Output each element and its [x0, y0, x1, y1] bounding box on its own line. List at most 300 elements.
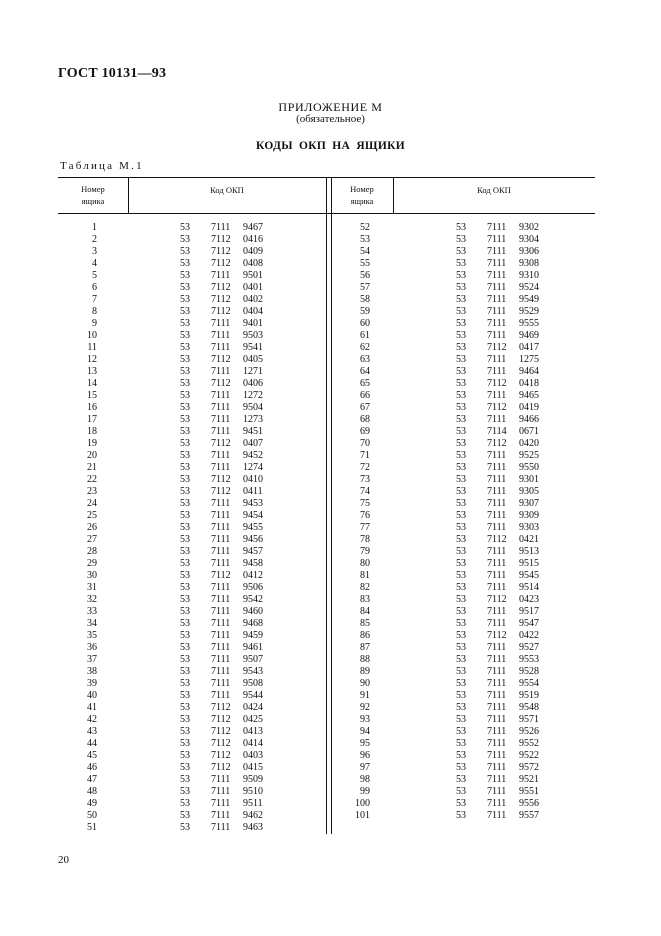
okp-code-part3: 9451: [243, 426, 263, 437]
box-number: 2: [92, 234, 97, 245]
okp-code-part2: 7111: [211, 618, 231, 629]
table-row: [331, 510, 595, 522]
table-row: [331, 582, 595, 594]
okp-code-part1: 53: [456, 738, 466, 749]
okp-code-part3: 9302: [519, 222, 539, 233]
box-number: 10: [87, 330, 97, 341]
okp-code-part1: 53: [180, 366, 190, 377]
okp-code-part3: 9543: [243, 666, 263, 677]
box-number: 43: [87, 726, 97, 737]
okp-code-part3: 0402: [243, 294, 263, 305]
okp-code-part1: 53: [456, 618, 466, 629]
okp-code-part2: 7111: [487, 642, 507, 653]
table-row: [331, 450, 595, 462]
okp-code-part3: 9548: [519, 702, 539, 713]
table-row: [331, 558, 595, 570]
box-number: 66: [360, 390, 370, 401]
box-number: 84: [360, 606, 370, 617]
okp-code-part1: 53: [456, 642, 466, 653]
okp-code-part1: 53: [180, 570, 190, 581]
okp-code-part1: 53: [180, 762, 190, 773]
table-row: [58, 762, 326, 774]
box-number: 7: [92, 294, 97, 305]
box-number: 75: [360, 498, 370, 509]
okp-code-part3: 0410: [243, 474, 263, 485]
table-row: [331, 738, 595, 750]
okp-code-part1: 53: [180, 354, 190, 365]
box-number: 55: [360, 258, 370, 269]
okp-code-part2: 7111: [487, 258, 507, 269]
table-row: [58, 630, 326, 642]
box-number: 53: [360, 234, 370, 245]
appendix-note: (обязательное): [296, 113, 365, 125]
box-number: 15: [87, 390, 97, 401]
okp-code-part3: 9401: [243, 318, 263, 329]
box-number: 100: [355, 798, 370, 809]
okp-code-part2: 7111: [487, 306, 507, 317]
okp-code-part2: 7112: [487, 438, 507, 449]
table-row: [331, 678, 595, 690]
okp-code-part3: 9459: [243, 630, 263, 641]
okp-code-part3: 9461: [243, 642, 263, 653]
okp-code-part1: 53: [456, 450, 466, 461]
box-number: 58: [360, 294, 370, 305]
table-row: [331, 474, 595, 486]
okp-code-part1: 53: [456, 498, 466, 509]
okp-code-part1: 53: [180, 462, 190, 473]
okp-code-part2: 7111: [487, 618, 507, 629]
okp-code-part3: 9304: [519, 234, 539, 245]
okp-code-part1: 53: [180, 642, 190, 653]
table-row: [58, 222, 326, 234]
okp-code-part2: 7111: [211, 690, 231, 701]
okp-code-part3: 0422: [519, 630, 539, 641]
header-number-right: Номер ящика: [350, 184, 374, 206]
box-number: 18: [87, 426, 97, 437]
table-heading: КОДЫ ОКП НА ЯЩИКИ: [256, 140, 405, 152]
box-number: 21: [87, 462, 97, 473]
okp-code-part3: 9466: [519, 414, 539, 425]
okp-code-part2: 7112: [211, 738, 231, 749]
okp-code-part3: 9465: [519, 390, 539, 401]
box-number: 64: [360, 366, 370, 377]
table-row: [331, 366, 595, 378]
box-number: 50: [87, 810, 97, 821]
okp-code-part1: 53: [180, 402, 190, 413]
table-row: [58, 498, 326, 510]
table-row: [331, 726, 595, 738]
table-row: [331, 270, 595, 282]
okp-code-part3: 9305: [519, 486, 539, 497]
okp-code-part1: 53: [180, 450, 190, 461]
okp-code-part3: 9501: [243, 270, 263, 281]
box-number: 33: [87, 606, 97, 617]
okp-code-part2: 7111: [211, 558, 231, 569]
okp-code-part1: 53: [180, 690, 190, 701]
box-number: 27: [87, 534, 97, 545]
okp-code-part1: 53: [180, 702, 190, 713]
okp-code-part1: 53: [180, 474, 190, 485]
table-row: [58, 582, 326, 594]
appendix-title: ПРИЛОЖЕНИЕ М: [278, 100, 383, 114]
table-row: [58, 390, 326, 402]
okp-code-part1: 53: [180, 678, 190, 689]
okp-code-part1: 53: [456, 438, 466, 449]
okp-code-part2: 7111: [211, 318, 231, 329]
box-number: 24: [87, 498, 97, 509]
okp-code-part2: 7111: [211, 462, 231, 473]
okp-code-part2: 7111: [487, 390, 507, 401]
okp-code-part1: 53: [180, 666, 190, 677]
box-number: 17: [87, 414, 97, 425]
okp-code-part1: 53: [180, 378, 190, 389]
table-row: [331, 438, 595, 450]
okp-code-part2: 7111: [211, 270, 231, 281]
okp-code-part1: 53: [180, 618, 190, 629]
table-row: [331, 282, 595, 294]
okp-code-part3: 9310: [519, 270, 539, 281]
okp-code-part2: 7112: [211, 354, 231, 365]
table-row: [331, 342, 595, 354]
table-row: [331, 570, 595, 582]
table-row: [58, 318, 326, 330]
okp-code-part2: 7112: [211, 726, 231, 737]
table-row: [58, 738, 326, 750]
okp-code-part2: 7112: [211, 762, 231, 773]
table-row: [58, 306, 326, 318]
okp-code-part2: 7111: [211, 774, 231, 785]
table-row: [58, 282, 326, 294]
table-row: [331, 810, 595, 822]
table-row: [331, 402, 595, 414]
okp-code-part3: 9511: [243, 798, 263, 809]
okp-code-part1: 53: [180, 498, 190, 509]
box-number: 26: [87, 522, 97, 533]
table-row: [331, 258, 595, 270]
box-number: 47: [87, 774, 97, 785]
table-row: [58, 258, 326, 270]
okp-code-part1: 53: [456, 366, 466, 377]
okp-code-part1: 53: [180, 714, 190, 725]
box-number: 45: [87, 750, 97, 761]
okp-code-part3: 9458: [243, 558, 263, 569]
table-row: [58, 354, 326, 366]
okp-code-part2: 7111: [487, 690, 507, 701]
okp-code-part3: 9550: [519, 462, 539, 473]
okp-code-part1: 53: [456, 426, 466, 437]
okp-code-part2: 7111: [487, 234, 507, 245]
table-row: [58, 546, 326, 558]
okp-code-part1: 53: [456, 234, 466, 245]
okp-code-part1: 53: [180, 270, 190, 281]
table-row: [331, 414, 595, 426]
okp-code-part3: 9460: [243, 606, 263, 617]
okp-code-part3: 0403: [243, 750, 263, 761]
box-number: 41: [87, 702, 97, 713]
table-row: [58, 510, 326, 522]
table-row: [331, 534, 595, 546]
okp-code-part2: 7111: [211, 594, 231, 605]
okp-code-part1: 53: [456, 318, 466, 329]
okp-code-part1: 53: [180, 222, 190, 233]
okp-code-part1: 53: [180, 306, 190, 317]
okp-code-part1: 53: [180, 414, 190, 425]
box-number: 23: [87, 486, 97, 497]
okp-code-part2: 7111: [487, 270, 507, 281]
table-row: [58, 798, 326, 810]
okp-code-part1: 53: [456, 798, 466, 809]
box-number: 82: [360, 582, 370, 593]
okp-code-part3: 9525: [519, 450, 539, 461]
okp-code-part3: 0413: [243, 726, 263, 737]
okp-code-part2: 7111: [487, 246, 507, 257]
okp-code-part1: 53: [456, 786, 466, 797]
okp-code-part1: 53: [180, 330, 190, 341]
okp-code-part3: 9504: [243, 402, 263, 413]
okp-code-part2: 7111: [487, 762, 507, 773]
table-divider-left: [326, 177, 327, 834]
table-row: [58, 774, 326, 786]
okp-code-part2: 7111: [211, 450, 231, 461]
okp-code-part2: 7111: [487, 354, 507, 365]
okp-code-part1: 53: [456, 414, 466, 425]
table-row: [58, 750, 326, 762]
okp-code-part1: 53: [180, 390, 190, 401]
okp-code-part1: 53: [180, 234, 190, 245]
table-row: [58, 486, 326, 498]
box-number: 101: [355, 810, 370, 821]
okp-code-part1: 53: [456, 534, 466, 545]
okp-code-part2: 7111: [487, 654, 507, 665]
okp-code-part1: 53: [456, 522, 466, 533]
okp-code-part2: 7111: [211, 414, 231, 425]
box-number: 59: [360, 306, 370, 317]
table-row: [58, 594, 326, 606]
okp-code-part3: 9463: [243, 822, 263, 833]
table-row: [331, 234, 595, 246]
box-number: 96: [360, 750, 370, 761]
okp-code-part1: 53: [456, 762, 466, 773]
okp-code-part1: 53: [180, 318, 190, 329]
box-number: 68: [360, 414, 370, 425]
okp-code-part1: 53: [180, 594, 190, 605]
box-number: 48: [87, 786, 97, 797]
okp-code-part2: 7112: [211, 438, 231, 449]
okp-code-part2: 7112: [487, 378, 507, 389]
okp-code-part2: 7111: [487, 798, 507, 809]
box-number: 35: [87, 630, 97, 641]
okp-code-part3: 9515: [519, 558, 539, 569]
table-row: [58, 342, 326, 354]
okp-code-part3: 9545: [519, 570, 539, 581]
box-number: 56: [360, 270, 370, 281]
header-code-left: Код ОКП: [210, 185, 244, 195]
okp-code-part1: 53: [456, 378, 466, 389]
okp-code-part2: 7111: [211, 654, 231, 665]
okp-code-part3: 9509: [243, 774, 263, 785]
box-number: 4: [92, 258, 97, 269]
okp-code-part1: 53: [456, 294, 466, 305]
table-row: [58, 618, 326, 630]
okp-code-part2: 7111: [211, 522, 231, 533]
okp-code-part1: 53: [456, 474, 466, 485]
table-row: [58, 714, 326, 726]
box-number: 67: [360, 402, 370, 413]
table-row: [331, 690, 595, 702]
box-number: 86: [360, 630, 370, 641]
okp-code-part3: 9524: [519, 282, 539, 293]
okp-code-part3: 9522: [519, 750, 539, 761]
okp-code-part1: 53: [456, 510, 466, 521]
okp-code-part1: 53: [456, 306, 466, 317]
okp-code-part1: 53: [180, 786, 190, 797]
table-row: [331, 786, 595, 798]
box-number: 80: [360, 558, 370, 569]
okp-code-part3: 9521: [519, 774, 539, 785]
box-number: 63: [360, 354, 370, 365]
okp-code-part3: 0416: [243, 234, 263, 245]
okp-code-part2: 7111: [211, 534, 231, 545]
okp-code-part3: 9547: [519, 618, 539, 629]
okp-code-part3: 9510: [243, 786, 263, 797]
table-row: [58, 678, 326, 690]
box-number: 52: [360, 222, 370, 233]
box-number: 85: [360, 618, 370, 629]
okp-code-part3: 0404: [243, 306, 263, 317]
table-row: [331, 594, 595, 606]
okp-code-part2: 7111: [487, 738, 507, 749]
box-number: 98: [360, 774, 370, 785]
okp-code-part3: 9552: [519, 738, 539, 749]
okp-code-part1: 53: [180, 606, 190, 617]
box-number: 90: [360, 678, 370, 689]
okp-code-part2: 7112: [211, 474, 231, 485]
okp-code-part3: 9306: [519, 246, 539, 257]
okp-code-part3: 1273: [243, 414, 263, 425]
okp-code-part2: 7114: [487, 426, 507, 437]
okp-code-part3: 9553: [519, 654, 539, 665]
box-number: 81: [360, 570, 370, 581]
okp-code-part2: 7112: [211, 294, 231, 305]
box-number: 77: [360, 522, 370, 533]
okp-code-part1: 53: [180, 738, 190, 749]
okp-code-part3: 9541: [243, 342, 263, 353]
okp-code-part2: 7111: [487, 522, 507, 533]
okp-code-part3: 0671: [519, 426, 539, 437]
okp-code-part3: 9519: [519, 690, 539, 701]
okp-code-part2: 7111: [211, 642, 231, 653]
okp-code-part2: 7111: [487, 366, 507, 377]
okp-code-part2: 7111: [487, 462, 507, 473]
table-row: [58, 438, 326, 450]
okp-code-part2: 7111: [211, 498, 231, 509]
table-row: [331, 498, 595, 510]
table-row: [331, 222, 595, 234]
table-row: [331, 666, 595, 678]
okp-code-part1: 53: [456, 402, 466, 413]
okp-code-part3: 9503: [243, 330, 263, 341]
okp-code-part2: 7111: [487, 606, 507, 617]
table-row: [331, 486, 595, 498]
okp-code-part1: 53: [180, 558, 190, 569]
okp-code-part1: 53: [180, 750, 190, 761]
box-number: 99: [360, 786, 370, 797]
box-number: 88: [360, 654, 370, 665]
okp-code-part2: 7111: [211, 366, 231, 377]
okp-code-part3: 0418: [519, 378, 539, 389]
okp-code-part2: 7111: [487, 414, 507, 425]
okp-code-part1: 53: [456, 462, 466, 473]
okp-code-part1: 53: [180, 810, 190, 821]
table-row: [58, 666, 326, 678]
table-row: [58, 786, 326, 798]
okp-code-part3: 0415: [243, 762, 263, 773]
okp-code-part3: 9517: [519, 606, 539, 617]
okp-code-part1: 53: [456, 690, 466, 701]
okp-code-part3: 9467: [243, 222, 263, 233]
box-number: 9: [92, 318, 97, 329]
okp-code-part2: 7111: [487, 474, 507, 485]
okp-code-part2: 7112: [487, 534, 507, 545]
okp-code-part3: 0423: [519, 594, 539, 605]
okp-code-part1: 53: [456, 810, 466, 821]
table-row: [331, 378, 595, 390]
box-number: 87: [360, 642, 370, 653]
okp-code-part3: 9506: [243, 582, 263, 593]
table-row: [58, 474, 326, 486]
okp-code-part2: 7112: [211, 378, 231, 389]
okp-code-part1: 53: [180, 486, 190, 497]
okp-code-part1: 53: [180, 534, 190, 545]
okp-code-part2: 7112: [487, 402, 507, 413]
okp-code-part3: 9507: [243, 654, 263, 665]
box-number: 95: [360, 738, 370, 749]
table-row: [58, 522, 326, 534]
table-row: [331, 246, 595, 258]
okp-code-part1: 53: [456, 330, 466, 341]
okp-code-part1: 53: [456, 486, 466, 497]
okp-code-part3: 0409: [243, 246, 263, 257]
okp-code-part3: 0424: [243, 702, 263, 713]
okp-code-part3: 9544: [243, 690, 263, 701]
okp-code-part1: 53: [456, 222, 466, 233]
box-number: 29: [87, 558, 97, 569]
okp-code-part1: 53: [456, 546, 466, 557]
table-row: [331, 606, 595, 618]
table-row: [58, 234, 326, 246]
okp-code-part1: 53: [456, 258, 466, 269]
table-row: [58, 570, 326, 582]
okp-code-part1: 53: [180, 822, 190, 833]
okp-code-part3: 0407: [243, 438, 263, 449]
okp-code-part3: 9526: [519, 726, 539, 737]
okp-code-part2: 7112: [211, 282, 231, 293]
box-number: 42: [87, 714, 97, 725]
box-number: 38: [87, 666, 97, 677]
box-number: 22: [87, 474, 97, 485]
table-row: [58, 822, 326, 834]
table-row: [58, 366, 326, 378]
table-row: [331, 654, 595, 666]
okp-code-part3: 9457: [243, 546, 263, 557]
okp-code-part2: 7111: [487, 486, 507, 497]
okp-code-part1: 53: [180, 774, 190, 785]
okp-code-part1: 53: [456, 702, 466, 713]
table-row: [331, 762, 595, 774]
okp-code-part2: 7111: [487, 558, 507, 569]
okp-code-part3: 9308: [519, 258, 539, 269]
okp-code-part2: 7111: [487, 726, 507, 737]
